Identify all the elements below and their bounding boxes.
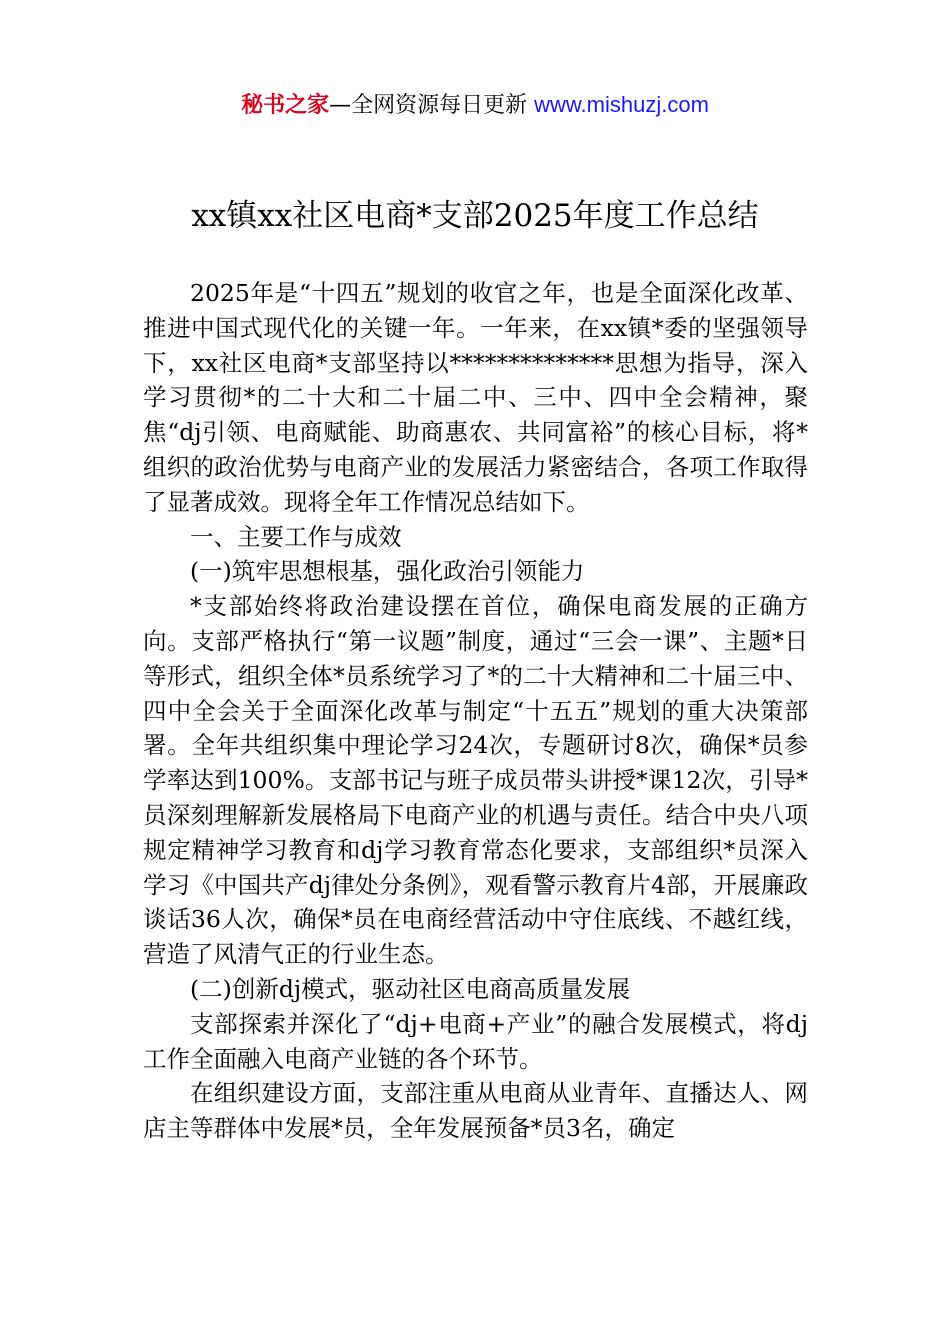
document-title: xx镇xx社区电商*支部2025年度工作总结: [191, 198, 759, 234]
subsection-heading: (一)筑牢思想根基，强化政治引领能力: [190, 557, 585, 586]
document-body: [143, 276, 808, 1146]
paragraph-intro: 2025年是“十四五”规划的收官之年，也是全面深化改革、推进中国式现代化的关键一年。一年来，在xx镇*委的坚强领导下，xx社区电商*支部坚持以**************思想为指导，深入学习贯彻*的二十大和二十届二中、三中、四中全会精神，聚焦“dj引领、电商赋能、助商惠农、共同富裕”的核心目标，将*组织的政治优势与电商产业的发展活力紧密结合，各项工作取得了显著成效。现将全年工作情况总结如下。: [143, 279, 808, 516]
paragraph: 支部探索并深化了“dj+电商+产业”的融合发展模式，将dj工作全面融入电商产业链的各个环节。: [143, 1009, 808, 1073]
paragraph: 在组织建设方面，支部注重从电商从业青年、直播达人、网店主等群体中发展*员，全年发展预备*员3名，确定: [143, 1079, 808, 1143]
section-heading: 一、主要工作与成效: [190, 522, 402, 551]
site-slogan: —全网资源每日更新: [329, 93, 535, 118]
site-brand: 秘书之家: [241, 93, 330, 118]
site-header: [0, 88, 950, 119]
paragraph: *支部始终将政治建设摆在首位，确保电商发展的正确方向。支部严格执行“第一议题”制度，通过“三会一课”、主题*日等形式，组织全体*员系统学习了*的二十大精神和二十届三中、四中全会关于全面深化改革与制定“十五五”规划的重大决策部署。全年共组织集中理论学习24次，专题研讨8次，确保*员参学率达到100%。支部书记与班子成员带头讲授*课12次，引导*员深刻理解新发展格局下电商产业的机遇与责任。结合中央八项规定精神学习教育和dj学习教育常态化要求，支部组织*员深入学习《中国共产dj律处分条例》，观看警示教育片4部，开展廉政谈话36人次，确保*员在电商经营活动中守住底线、不越红线，营造了风清气正的行业生态。: [143, 592, 808, 969]
subsection-heading: (二)创新dj模式，驱动社区电商高质量发展: [190, 974, 631, 1003]
site-url-link[interactable]: www.mishuzj.com: [534, 92, 709, 117]
